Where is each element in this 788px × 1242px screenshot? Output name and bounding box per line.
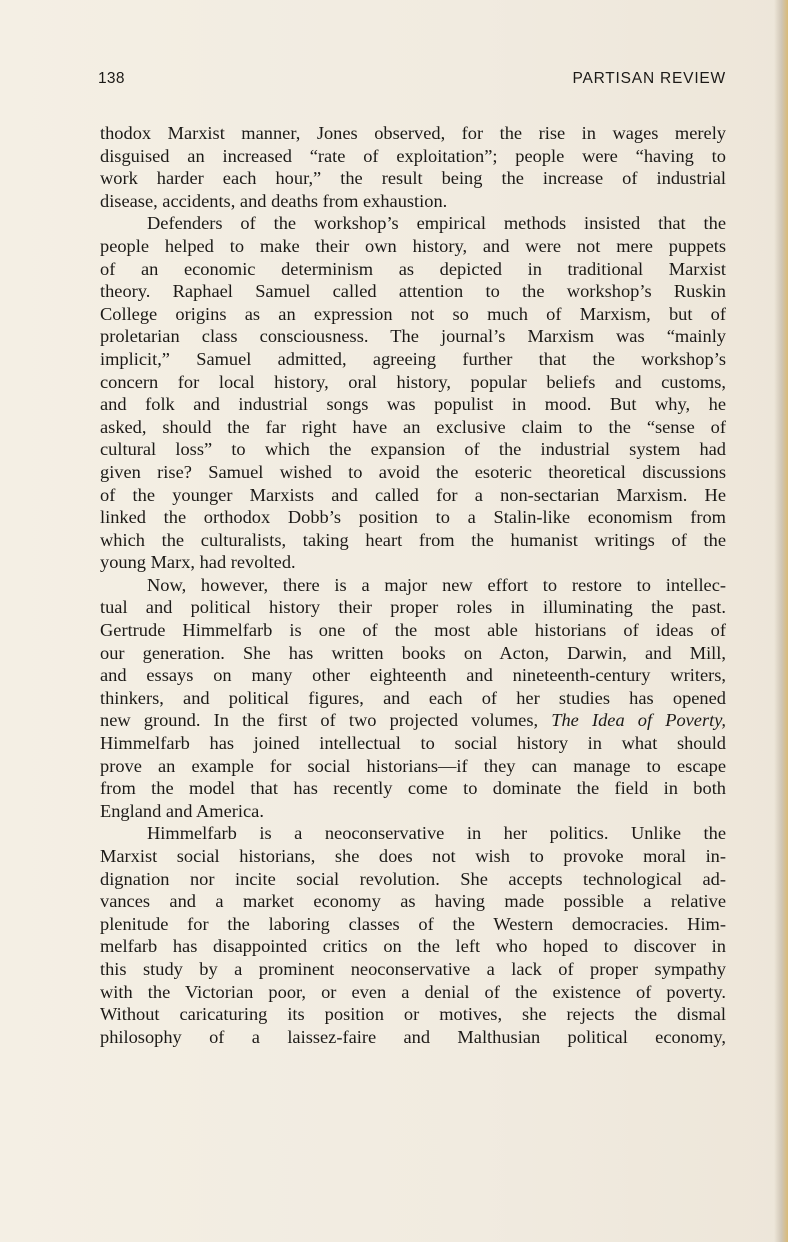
text-line: implicit,” Samuel admitted, agreeing further that the workshop’s <box>100 348 726 369</box>
text-line: from the model that has recently come to dominate the field in both <box>100 778 726 799</box>
text-line: our generation. She has written books on Acton, Darwin, and Mill, <box>100 642 726 663</box>
text-line: Gertrude Himmelfarb is one of the most able historians of ideas of <box>100 620 726 641</box>
body-text <box>100 122 726 1048</box>
text-line: dignation nor incite social revolution. She accepts technological ad- <box>100 868 726 889</box>
text-line: and folk and industrial songs was populist in mood. But why, he <box>100 394 726 415</box>
text-line: cultural loss” to which the expansion of the industrial system had <box>100 439 726 460</box>
text-line: proletarian class consciousness. The journal’s Marxism was “mainly <box>100 326 726 347</box>
page-edge-shadow <box>774 0 788 1242</box>
text-line: which the culturalists, taking heart from the humanist writings of the <box>100 529 726 550</box>
text-line: and essays on many other eighteenth and nineteenth-century writers, <box>100 665 726 686</box>
text-line: vances and a market economy as having made possible a relative <box>100 891 726 912</box>
page-header <box>98 70 726 94</box>
text-line: with the Victorian poor, or even a denial of the existence of poverty. <box>100 981 726 1002</box>
book-title: The Idea of Poverty, <box>551 710 726 731</box>
text-line: disguised an increased “rate of exploitation”; people were “having to <box>100 145 726 166</box>
text-line: asked, should the far right have an exclusive claim to the “sense of <box>100 416 726 437</box>
text-line: work harder each hour,” the result being the increase of industrial <box>100 168 726 189</box>
paragraph-first-line: Defenders of the workshop’s empirical methods insisted that the <box>147 213 726 234</box>
text-line: Himmelfarb has joined intellectual to social history in what should <box>100 733 726 754</box>
text-line: linked the orthodox Dobb’s position to a Stalin-like economism from <box>100 507 726 528</box>
text-line: given rise? Samuel wished to avoid the esoteric theoretical discussions <box>100 461 726 482</box>
text-line: Marxist social historians, she does not wish to provoke moral in- <box>100 846 726 866</box>
text-line: thodox Marxist manner, Jones observed, for the rise in wages merely <box>100 123 726 143</box>
text-line: disease, accidents, and deaths from exhaustion. <box>100 190 448 211</box>
text-line-with-title <box>100 709 726 732</box>
text-line: philosophy of a laissez-faire and Malthusian political economy, <box>100 1026 726 1047</box>
text-line: people helped to make their own history, and were not mere puppets <box>100 235 726 256</box>
text-line: concern for local history, oral history, popular beliefs and customs, <box>100 371 726 392</box>
paragraph-first-line: Himmelfarb is a neoconservative in her politics. Unlike the <box>147 823 726 844</box>
text-line: England and America. <box>100 800 264 821</box>
text-line: tual and political history their proper roles in illuminating the past. <box>100 597 726 618</box>
text-line: Without caricaturing its position or motives, she rejects the dismal <box>100 1004 726 1025</box>
text-segment: new ground. In the first of two projected volumes, <box>100 710 539 731</box>
text-line: College origins as an expression not so much of Marxism, but of <box>100 303 726 324</box>
text-line: of an economic determinism as depicted in traditional Marxist <box>100 258 726 279</box>
paragraph-first-line: Now, however, there is a major new effort to restore to intellec- <box>147 574 726 595</box>
text-line: of the younger Marxists and called for a non-sectarian Marxism. He <box>100 484 726 505</box>
text-line: prove an example for social historians—if they can manage to escape <box>100 755 726 776</box>
text-line: melfarb has disappointed critics on the left who hoped to discover in <box>100 936 726 957</box>
text-line: theory. Raphael Samuel called attention to the workshop’s Ruskin <box>100 281 726 302</box>
text-line: plenitude for the laboring classes of the Western democracies. Him- <box>100 913 726 934</box>
text-line: thinkers, and political figures, and each of her studies has opened <box>100 687 726 708</box>
text-line: young Marx, had revolted. <box>100 552 296 573</box>
running-head: PARTISAN REVIEW <box>572 70 726 87</box>
page-number: 138 <box>98 70 125 87</box>
text-line: this study by a prominent neoconservative a lack of proper sympathy <box>100 958 726 979</box>
